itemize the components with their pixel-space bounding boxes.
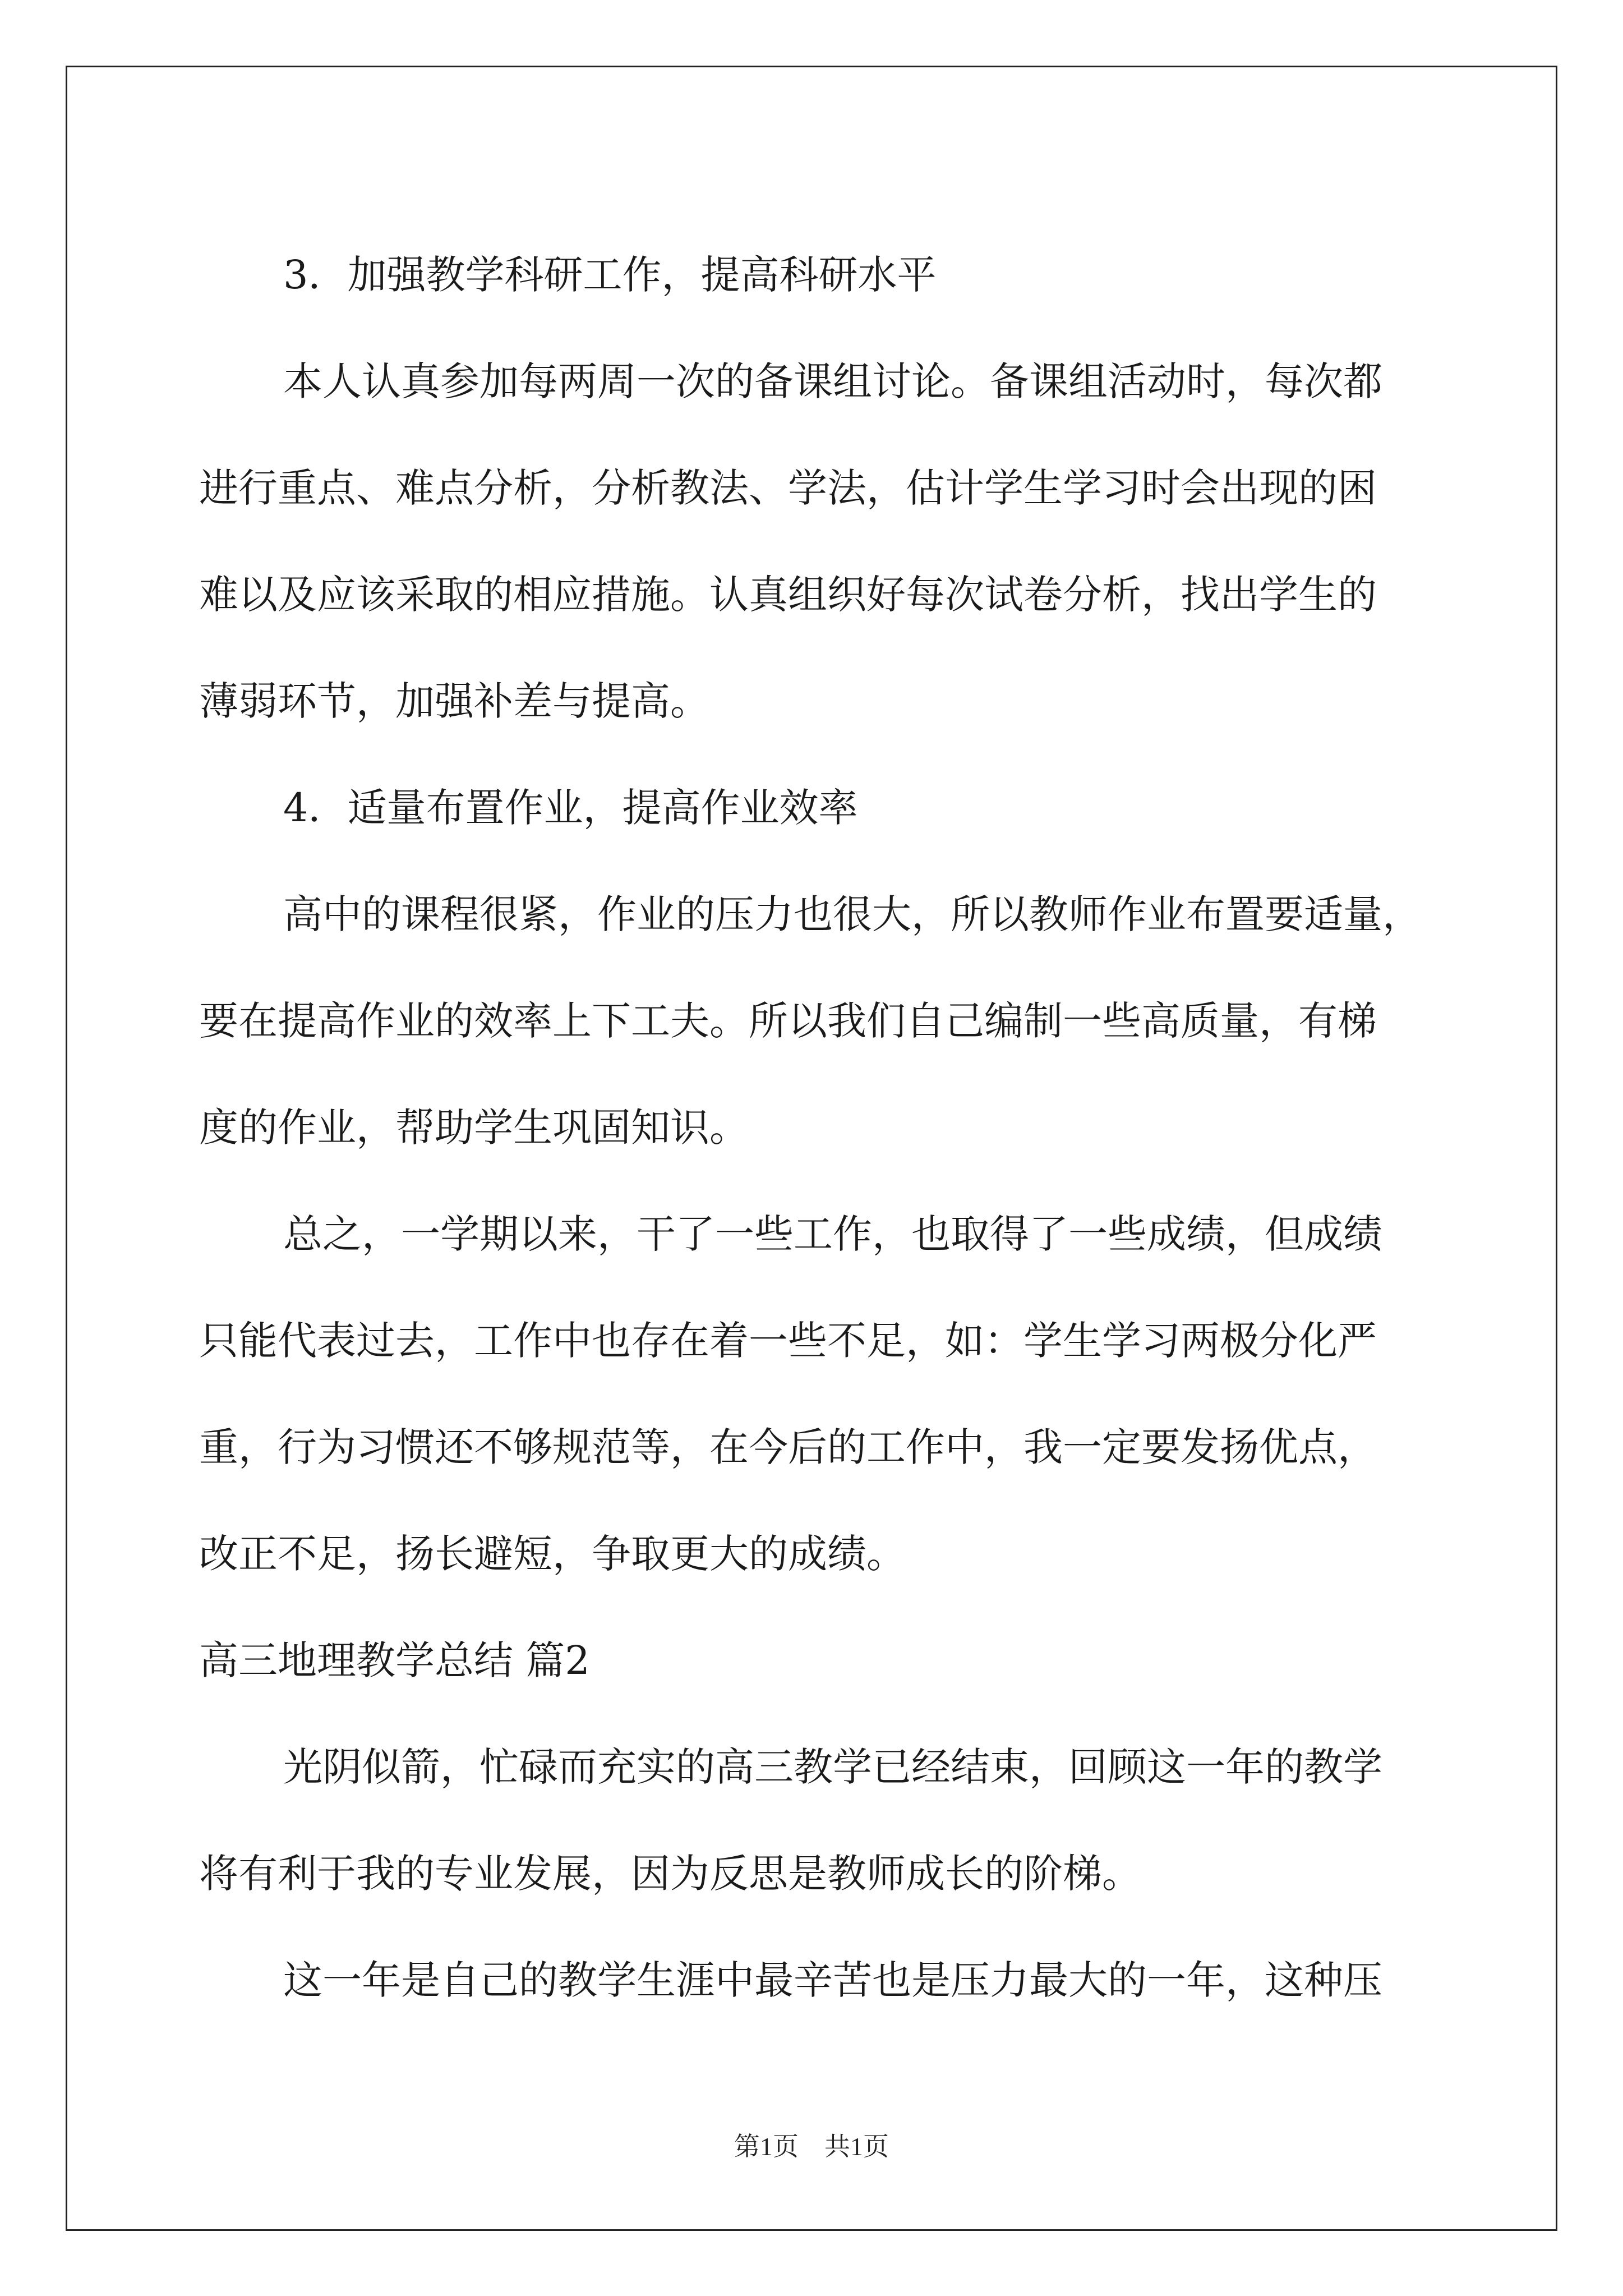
paragraph-line: 只能代表过去，工作中也存在着一些不足，如：学生学习两极分化严 <box>199 1318 1377 1364</box>
page-footer <box>0 2126 1623 2163</box>
paragraph-line: 本人认真参加每两周一次的备课组讨论。备课组活动时，每次都 <box>283 358 1382 404</box>
paragraph-line: 薄弱环节，加强补差与提高。 <box>199 678 709 724</box>
paragraph-line: 总之，一学期以来，干了一些工作，也取得了一些成绩，但成绩 <box>283 1211 1382 1257</box>
page-number: 第1页 共1页 <box>734 2132 889 2161</box>
section-heading: 4．适量布置作业，提高作业效率 <box>283 785 858 831</box>
paragraph-line: 将有利于我的专业发展，因为反思是教师成长的阶梯。 <box>199 1851 1141 1897</box>
document-body <box>199 222 1455 2033</box>
paragraph-line: 要在提高作业的效率上下工夫。所以我们自己编制一些高质量，有梯 <box>199 998 1377 1044</box>
paragraph-line: 进行重点、难点分析，分析教法、学法，估计学生学习时会出现的困 <box>199 465 1377 511</box>
paragraph-line: 度的作业，帮助学生巩固知识。 <box>199 1105 749 1151</box>
paragraph-line: 这一年是自己的教学生涯中最辛苦也是压力最大的一年，这种压 <box>283 1957 1382 2003</box>
paragraph-line: 光阴似箭，忙碌而充实的高三教学已经结束，回顾这一年的教学 <box>283 1744 1382 1790</box>
section-heading: 3．加强教学科研工作，提高科研水平 <box>283 252 937 298</box>
article-title: 高三地理教学总结 篇2 <box>199 1637 590 1683</box>
paragraph-line: 重，行为习惯还不够规范等，在今后的工作中，我一定要发扬优点， <box>199 1424 1377 1470</box>
paragraph-line: 难以及应该采取的相应措施。认真组织好每次试卷分析，找出学生的 <box>199 572 1377 618</box>
paragraph-line: 高中的课程很紧，作业的压力也很大，所以教师作业布置要适量， <box>283 891 1422 937</box>
paragraph-line: 改正不足，扬长避短，争取更大的成绩。 <box>199 1531 906 1577</box>
